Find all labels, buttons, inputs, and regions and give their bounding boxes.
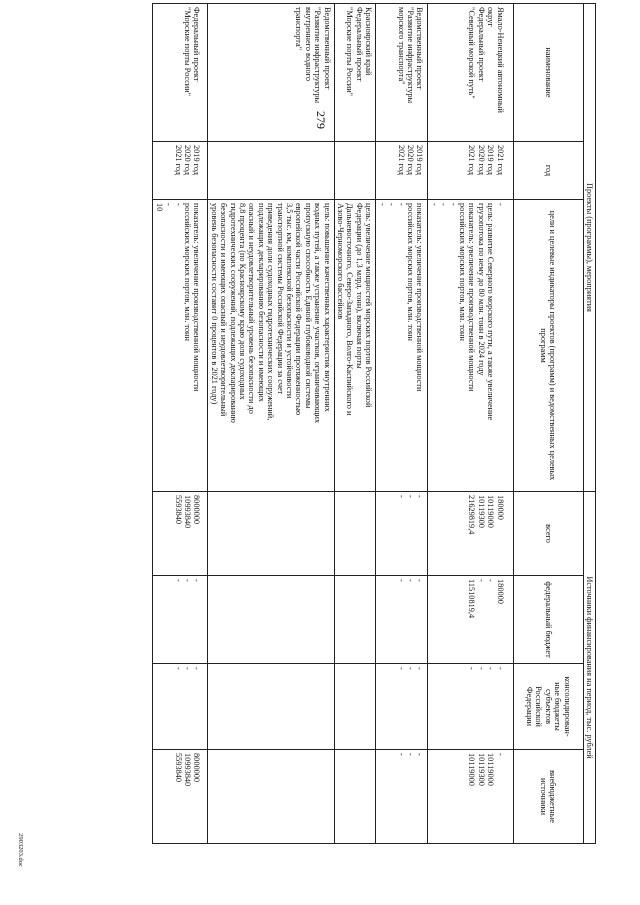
goal-cell: [208, 200, 334, 492]
federal-line: -: [476, 579, 486, 582]
project-name-cell: Красноярский край Федеральный проект "Морские порты России": [334, 4, 376, 142]
consolidated-line: -: [415, 667, 425, 670]
total-cell: [376, 492, 428, 576]
consolidated-cell: [376, 664, 428, 750]
goal-line: показатель: увеличение производственной мощности: [192, 203, 202, 392]
goal-line: гидротехнических сооружений, подлежащих декларированию: [228, 203, 238, 423]
goal-line: европейской части Российской Федерации протяженностью: [294, 203, 304, 416]
goal-line: -: [495, 203, 505, 206]
table-row: [334, 4, 376, 844]
federal-line: -: [192, 579, 202, 582]
table-row: [376, 4, 428, 844]
goal-line: цель: увеличение мощностей морских портов Российской: [364, 203, 374, 408]
consolidated-line: -: [405, 667, 415, 670]
federal-line: -: [173, 579, 183, 582]
goal-line: российских морских портов, млн. тонн: [405, 203, 415, 341]
goal-line: показатель: увеличение производственной мощности: [467, 203, 477, 392]
consolidated-line: -: [173, 667, 183, 670]
page-number: 279: [314, 111, 328, 129]
federal-cell: [376, 576, 428, 664]
federal-cell: [334, 576, 376, 664]
goal-line: российских морских портов, млн. тонн: [457, 203, 467, 341]
goal-line: -: [164, 203, 174, 206]
table-body: [153, 4, 513, 844]
goal-line: транспортной системы Российской Федерации за счет: [275, 203, 285, 395]
consolidated-line: -: [467, 667, 477, 670]
header-goals: цели и целевые индикаторы проектов (программ) и ведомственных целевых программ: [513, 200, 583, 492]
goal-cell: [376, 200, 428, 492]
extrabudget-cell: [428, 750, 513, 844]
total-cell: [428, 492, 513, 576]
extra-line: 8000000: [192, 753, 202, 783]
year-cell: [153, 142, 208, 200]
table-row: [153, 4, 208, 844]
federal-line: -: [396, 579, 406, 582]
goal-line: -: [448, 203, 458, 206]
header-name: наименование: [513, 4, 583, 142]
consolidated-cell: [208, 664, 334, 750]
total-line: -: [396, 495, 406, 498]
total-line: -: [405, 495, 415, 498]
project-name-cell: Ямало-Ненецкий автономный округ Федеральный проект "Северный морской путь": [428, 4, 513, 142]
federal-cell: [428, 576, 513, 664]
consolidated-cell: [334, 664, 376, 750]
total-cell: [208, 492, 334, 576]
goal-line: Дальневосточного, Северо-Западного, Волго-Каспийского и: [345, 203, 355, 416]
extrabudget-cell: [334, 750, 376, 844]
year-line: 2020 год: [405, 145, 415, 175]
goal-line: приведения доли судоходных гидротехнических сооружений,: [266, 203, 276, 421]
consolidated-line: -: [396, 667, 406, 670]
year-line: 2019 год: [192, 145, 202, 175]
goal-line: водных путей, а также устранение участков, ограничивающих: [313, 203, 323, 424]
consolidated-cell: [428, 664, 513, 750]
year-line: 2021 год: [467, 145, 477, 175]
goal-line: безопасности и имеющих опасный и неудовлетворительный: [219, 203, 229, 417]
year-line: 2019 год: [486, 145, 496, 175]
extra-line: -: [396, 753, 406, 756]
header-year: год: [513, 142, 583, 200]
table-row: [208, 4, 334, 844]
financing-table: [152, 3, 596, 844]
goal-line: -: [173, 203, 183, 206]
extra-line: -: [495, 753, 505, 756]
project-name-cell: Ведомственный проект "Развитие инфраструктуры морского транспорта": [376, 4, 428, 142]
header-federal: федеральный бюджет: [513, 576, 583, 664]
federal-line: -: [415, 579, 425, 582]
goal-line: -: [387, 203, 397, 206]
extrabudget-cell: [376, 750, 428, 844]
extra-line: 10119000: [486, 753, 496, 786]
goal-line: грузопотока по нему до 80 млн. тонн в 2024 году: [476, 203, 486, 376]
year-cell: [376, 142, 428, 200]
total-line: 10119000: [486, 495, 496, 528]
extrabudget-cell: [208, 750, 334, 844]
goal-line: подлежащих декларированию безопасности и имеющих: [256, 203, 266, 402]
consolidated-line: -: [183, 667, 192, 670]
consolidated-line: -: [486, 667, 496, 670]
consolidated-line: -: [495, 667, 505, 670]
goal-line: пропускную способность Единой глубоководной системы: [303, 203, 313, 409]
federal-line: -: [405, 579, 415, 582]
year-line: 2020 год: [476, 145, 486, 175]
total-line: 10119300: [476, 495, 486, 528]
header-total: всего: [513, 492, 583, 576]
goal-line: уровень безопасности составит 0 процентов в 2021 году): [209, 203, 219, 405]
year-cell: [428, 142, 513, 200]
goal-line: Азово-Черноморского бассейнов: [336, 203, 346, 320]
extra-line: 5593840: [173, 753, 183, 783]
federal-line: -: [486, 579, 496, 582]
federal-line: -: [183, 579, 192, 582]
extra-line: 10993840: [183, 753, 192, 787]
year-line: 2021 год: [173, 145, 183, 175]
total-line: 10993840: [183, 495, 192, 529]
header-sources: Источники финансирования на период, тыс. рублей: [583, 492, 595, 844]
year-line: 2021 год: [396, 145, 406, 175]
goal-line: цель: повышение качественных характеристик внутренних: [322, 203, 332, 412]
total-cell: [334, 492, 376, 576]
consolidated-line: -: [192, 667, 202, 670]
year-line: 2020 год: [183, 145, 192, 175]
total-line: 21629819,4: [467, 495, 477, 535]
year-line: 2019 год: [415, 145, 425, 175]
header-consolidated: консолидирован- ные бюджеты субъектов Российской Федерации: [513, 664, 583, 750]
goal-cell: [334, 200, 376, 492]
extra-line: -: [415, 753, 425, 756]
goal-line: цель: развитие Северного морского пути, а также увеличение: [486, 203, 496, 421]
extra-line: 10119300: [476, 753, 486, 786]
consolidated-line: -: [476, 667, 486, 670]
header-extrabudget: внебюджетные источники: [513, 750, 583, 844]
goal-line: 10: [154, 203, 164, 212]
table-header: [513, 4, 595, 844]
total-line: 5593840: [173, 495, 183, 525]
federal-cell: [208, 576, 334, 664]
project-name-cell: Федеральный проект "Морские порты России": [153, 4, 208, 142]
total-line: 180000: [495, 495, 505, 520]
consolidated-cell: [153, 664, 208, 750]
goal-line: -: [396, 203, 406, 206]
total-line: -: [415, 495, 425, 498]
extrabudget-cell: [153, 750, 208, 844]
goal-line: -: [439, 203, 449, 206]
goal-line: российских морских портов, млн. тонн: [183, 203, 192, 341]
goal-line: Федерации (до 1,3 млрд. тонн), включая порты: [354, 203, 364, 369]
total-cell: [153, 492, 208, 576]
year-cell: [208, 142, 334, 200]
extra-line: 10119000: [467, 753, 477, 786]
federal-line: 11510819,4: [467, 579, 477, 619]
year-cell: [334, 142, 376, 200]
goal-line: 8,8 процента (по Красноярскому краю доля судоходных: [238, 203, 248, 400]
goal-cell: [153, 200, 208, 492]
table-row: [428, 4, 513, 844]
goal-line: -: [377, 203, 387, 206]
goal-line: опасный и неудовлетворительный уровень безопасности до: [247, 203, 257, 414]
year-line: 2021 год: [495, 145, 505, 175]
project-name-cell: Ведомственный проект "Развитие инфраструктуры внутреннего водного транспорта": [208, 4, 334, 142]
header-projects: Проекты (программы), мероприятия: [583, 4, 595, 492]
extra-line: -: [405, 753, 415, 756]
federal-line: 180000: [495, 579, 505, 604]
goal-line: показатель: увеличение производственной мощности: [415, 203, 425, 392]
total-line: 8000000: [192, 495, 202, 525]
goal-cell: [428, 200, 513, 492]
federal-cell: [153, 576, 208, 664]
goal-line: -: [429, 203, 439, 206]
rotated-table-sheet: [91, 3, 596, 843]
file-name: 2903203.doc: [17, 833, 24, 867]
goal-line: 3,5 тыс. км, комплексной безопасности и устойчивости: [285, 203, 295, 399]
